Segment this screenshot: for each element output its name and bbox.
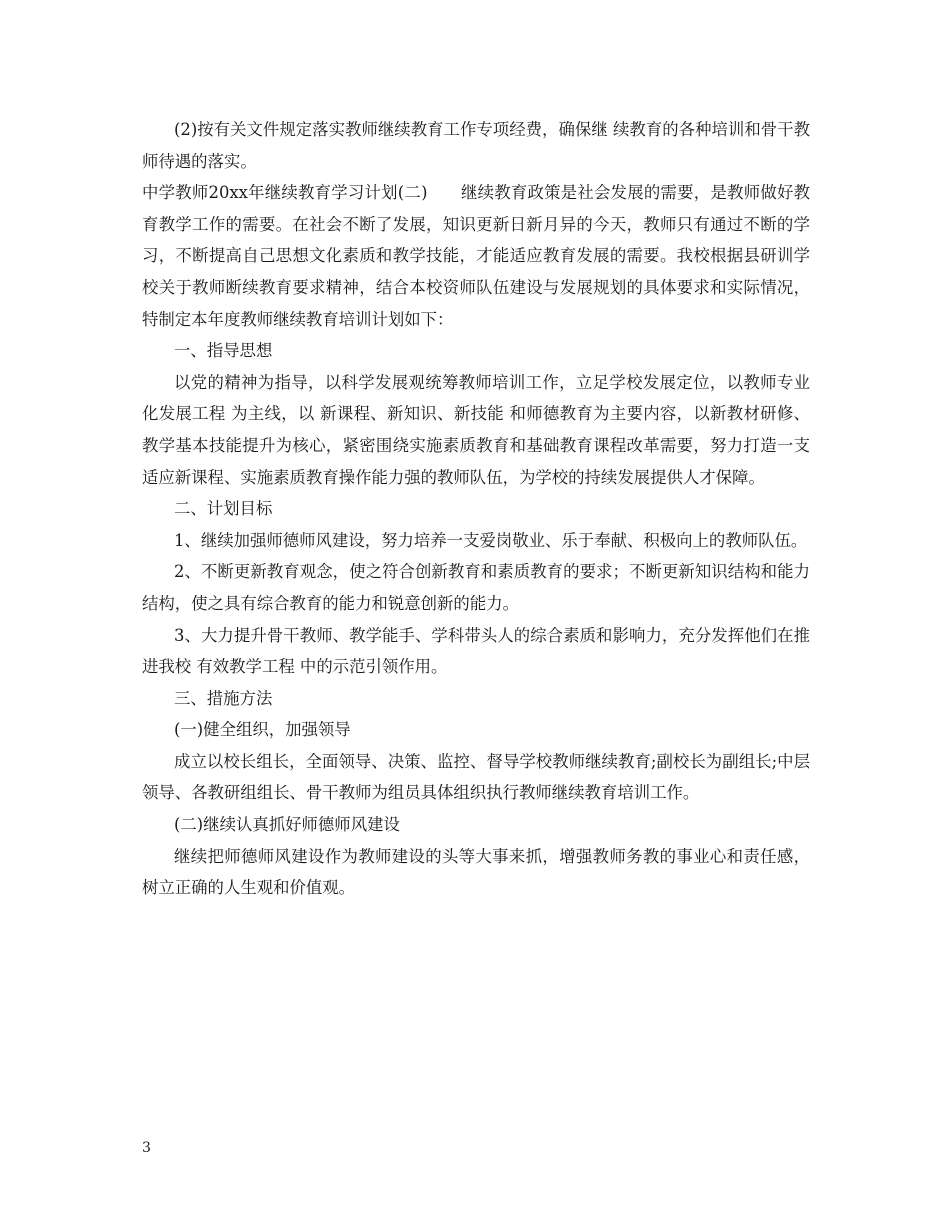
paragraph-goal-3: 3、大力提升骨干教师、教学能手、学科带头人的综合素质和影响力，充分发挥他们在推进我校 有效教学工程 中的示范引领作用。 xyxy=(142,625,810,677)
document-body xyxy=(142,114,810,904)
paragraph-funding: (2)按有关文件规定落实教师继续教育工作专项经费，确保继 续教育的各种培训和骨干教师待遇的落实。 xyxy=(142,120,810,171)
heading-guiding-thought: 一、指导思想 xyxy=(174,341,273,361)
subheading-ethics: (二)继续认真抓好师德师风建设 xyxy=(174,815,400,835)
paragraph-ethics: 继续把师德师风建设作为教师建设的头等大事来抓，增强教师务教的事业心和责任感，树立正确的人生观和价值观。 xyxy=(142,846,810,898)
page-number: 3 xyxy=(142,1140,151,1156)
paragraph-organization: 成立以校长组长，全面领导、决策、监控、督导学校教师继续教育;副校长为副组长;中层领导、各教研组组长、骨干教师为组员具体组织执行教师继续教育培训工作。 xyxy=(142,751,810,803)
paragraph-goal-1: 1、继续加强师德师风建设，努力培养一支爱岗敬业、乐于奉献、积极向上的教师队伍。 xyxy=(174,530,808,550)
subheading-organization: (一)健全组织，加强领导 xyxy=(174,720,351,740)
heading-measures: 三、措施方法 xyxy=(174,688,273,708)
paragraph-goal-2: 2、不断更新教育观念，使之符合创新教育和素质教育的要求；不断更新知识结构和能力结构，使之具有综合教育的能力和锐意创新的能力。 xyxy=(142,562,810,613)
heading-plan-goals: 二、计划目标 xyxy=(174,499,273,519)
paragraph-guiding-thought: 以党的精神为指导，以科学发展观统筹教师培训工作，立足学校发展定位，以教师专业化发展工程 为主线，以 新课程、新知识、新技能 和师德教育为主要内容，以新教材研修、教学基本技能提升为核心，紧密围绕实施素质教育和基础教育课程改革需要，努力打造一支适应新课程、实施素质教育操作能力强的教师队伍，为学校的持续发展提供人才保障。 xyxy=(142,372,810,487)
paragraph-plan-title-intro: 中学教师20xx年继续教育学习计划(二) 继续教育政策是社会发展的需要，是教师做好教育教学工作的需要。在社会不断了发展，知识更新日新月异的今天，教师只有通过不断的学习，不断提高自己思想文化素质和教学技能，才能适应教育发展的需要。我校根据县研训学校关于教师断续教育要求精神，结合本校资师队伍建设与发展规划的具体要求和实际情况，特制定本年度教师继续教育培训计划如下： xyxy=(142,183,810,329)
